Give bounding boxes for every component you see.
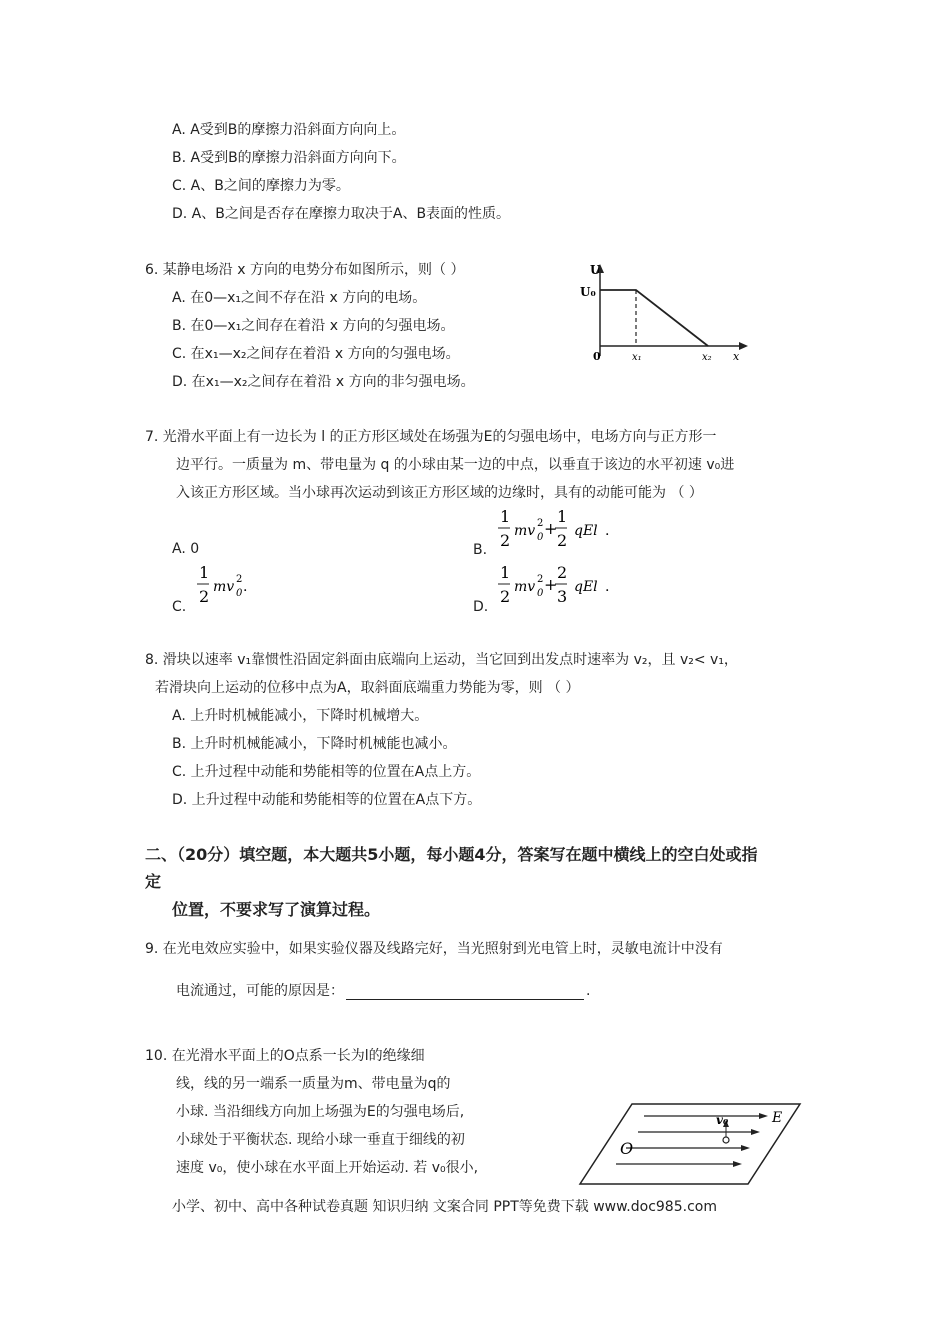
q6-option-d: D. 在x₁—x₂之间存在着沿 x 方向的非匀强电场。 <box>172 374 475 390</box>
q7-option-c-label: C. <box>172 599 187 615</box>
q5-option-a: A. A受到B的摩擦力沿斜面方向向上。 <box>172 122 406 138</box>
q10-line-5: 速度 v₀，使小球在水平面上开始运动. 若 v₀很小, <box>176 1160 479 1176</box>
svg-text:0: 0 <box>537 532 544 543</box>
q7-option-b-label: B. <box>473 542 488 558</box>
q6-option-b: B. 在0—x₁之间存在着沿 x 方向的匀强电场。 <box>172 318 455 334</box>
q7-option-c-formula <box>193 560 263 610</box>
svg-text:mv: mv <box>514 523 536 539</box>
q10-line-1: 10. 在光滑水平面上的O点系一长为l的绝缘细 <box>145 1048 425 1064</box>
label-x2: x₂ <box>702 352 712 363</box>
svg-text:1: 1 <box>199 563 210 582</box>
q8-line-1: 8. 滑块以速率 v₁靠惯性沿固定斜面由底端向上运动，当它回到出发点时速率为 v₂，且 v₂< v₁， <box>145 652 738 668</box>
section-2-heading-line-3: 位置，不要求写了演算过程。 <box>172 900 381 919</box>
svg-text:1: 1 <box>557 507 568 526</box>
section-2-heading-wrap: 定 <box>145 872 162 891</box>
potential-curve <box>600 290 708 346</box>
label-o: O <box>620 1139 634 1158</box>
q5-option-d: D. A、B之间是否存在摩擦力取决于A、B表面的性质。 <box>172 206 511 222</box>
q8-option-b: B. 上升时机械能减小，下降时机械能也减小。 <box>172 736 457 752</box>
q9-line-2: 电流通过，可能的原因是： . <box>176 983 591 999</box>
label-origin: 0 <box>593 350 601 363</box>
svg-text:2: 2 <box>236 574 243 585</box>
q10-line-4: 小球处于平衡状态. 现给小球一垂直于细线的初 <box>176 1132 465 1148</box>
footer-ad: 小学、初中、高中各种试卷真题 知识归纳 文案合同 PPT等免费下载 www.doc985.com <box>172 1199 717 1215</box>
q9-answer-blank[interactable] <box>346 985 584 1000</box>
x-axis-arrow <box>739 342 748 350</box>
q7-line-2: 边平行。一质量为 m、带电量为 q 的小球由某一边的中点，以垂直于该边的水平初速 v₀进 <box>176 457 735 473</box>
q5-option-b: B. A受到B的摩擦力沿斜面方向向下。 <box>172 150 406 166</box>
field-plane-figure <box>576 1098 806 1194</box>
label-u0: U₀ <box>580 285 596 299</box>
q7-option-d-label: D. <box>473 599 489 615</box>
q10-line-2: 线，线的另一端系一质量为m、带电量为q的 <box>176 1076 451 1092</box>
svg-text:0: 0 <box>537 588 544 599</box>
svg-text:2: 2 <box>500 587 511 606</box>
svg-text:mv: mv <box>213 579 235 595</box>
svg-text:3: 3 <box>557 587 568 606</box>
q9-prompt: 电流通过，可能的原因是： <box>176 983 344 999</box>
ball <box>723 1137 729 1143</box>
q8-line-2: 若滑块向上运动的位移中点为A，取斜面底端重力势能为零，则 （ ） <box>155 680 580 696</box>
label-e: E <box>772 1110 783 1126</box>
svg-text:2: 2 <box>537 574 544 585</box>
field-line-1-arrow <box>759 1113 768 1119</box>
q7-option-d-formula <box>494 560 624 610</box>
svg-text:qEl: qEl <box>574 523 598 539</box>
q8-option-d: D. 上升过程中动能和势能相等的位置在A点下方。 <box>172 792 482 808</box>
svg-text:2: 2 <box>537 518 544 529</box>
label-v0: v₀ <box>716 1113 729 1127</box>
q6-option-c: C. 在x₁—x₂之间存在着沿 x 方向的匀强电场。 <box>172 346 460 362</box>
svg-text:0: 0 <box>236 588 243 599</box>
svg-text:+: + <box>544 575 558 594</box>
q6-option-a: A. 在0—x₁之间不存在沿 x 方向的电场。 <box>172 290 427 306</box>
label-x1: x₁ <box>632 352 642 363</box>
svg-text:.: . <box>605 579 610 595</box>
field-line-3-arrow <box>741 1145 750 1151</box>
q10-line-3: 小球. 当沿细线方向加上场强为E的匀强电场后, <box>176 1104 465 1120</box>
q8-option-c: C. 上升过程中动能和势能相等的位置在A点上方。 <box>172 764 481 780</box>
q7-option-a: A. 0 <box>172 541 200 557</box>
svg-text:qEl: qEl <box>574 579 598 595</box>
field-line-4-arrow <box>733 1161 742 1167</box>
field-line-2-arrow <box>751 1129 760 1135</box>
svg-text:.: . <box>605 523 610 539</box>
svg-text:1: 1 <box>500 507 511 526</box>
section-2-heading: 二、（20分）填空题，本大题共5小题，每小题4分，答案写在题中横线上的空白处或指 <box>145 845 758 864</box>
label-u: U <box>590 263 601 277</box>
svg-text:2: 2 <box>500 531 511 550</box>
q7-option-b-formula <box>494 504 624 554</box>
q5-option-c: C. A、B之间的摩擦力为零。 <box>172 178 350 194</box>
svg-text:2: 2 <box>557 531 568 550</box>
svg-text:mv: mv <box>514 579 536 595</box>
potential-graph <box>576 260 756 368</box>
svg-text:+: + <box>544 519 558 538</box>
svg-text:.: . <box>243 579 248 595</box>
svg-text:2: 2 <box>199 587 210 606</box>
q7-line-1: 7. 光滑水平面上有一边长为 l 的正方形区域处在场强为E的匀强电场中，电场方向与正方形一 <box>145 429 717 445</box>
label-x: x <box>733 350 740 363</box>
q7-line-3: 入该正方形区域。当小球再次运动到该正方形区域的边缘时，具有的动能可能为 （ ） <box>176 485 703 501</box>
svg-text:1: 1 <box>500 563 511 582</box>
q6-stem: 6. 某静电场沿 x 方向的电势分布如图所示，则（ ） <box>145 262 465 278</box>
svg-text:2: 2 <box>557 563 568 582</box>
q8-option-a: A. 上升时机械能减小，下降时机械增大。 <box>172 708 429 724</box>
q9-line-1: 9. 在光电效应实验中，如果实验仪器及线路完好，当光照射到光电管上时，灵敏电流计中没有 <box>145 941 723 957</box>
